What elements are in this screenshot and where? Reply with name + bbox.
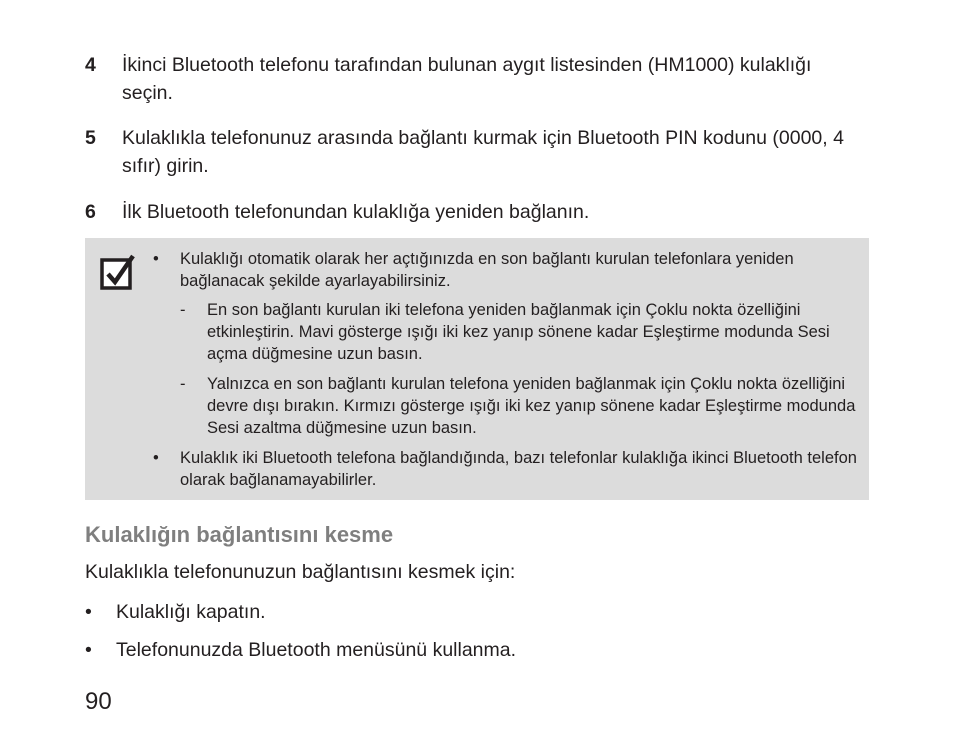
note-box — [85, 238, 869, 500]
section-intro: Kulaklıkla telefonunuzun bağlantısını kesmek için: — [85, 561, 516, 583]
section-title: Kulaklığın bağlantısını kesme — [85, 522, 394, 547]
bullet-dot: • — [85, 639, 92, 661]
note-bullet-text: Kulaklığı otomatik olarak her açtığınızda en son bağlantı kurulan telefonlara yeniden bağlanacak şekilde ayarlayabilirsiniz. — [180, 250, 794, 290]
dash-mark: - — [180, 301, 186, 319]
bullet-dot: • — [85, 601, 92, 623]
list-item — [85, 598, 266, 626]
page-number: 90 — [85, 688, 112, 715]
step-number: 4 — [85, 54, 96, 76]
step-text: Kulaklıkla telefonunuz arasında bağlantı kurmak için Bluetooth PIN kodunu (0000, 4 sıfır) girin. — [122, 127, 844, 177]
note-dash-text: En son bağlantı kurulan iki telefona yeniden bağlanmak için Çoklu nokta özelliğini etkinleştirin. Mavi gösterge ışığı iki kez yanıp sönene kadar Eşleştirme modunda Sesi açma düğmesine uzun basın. — [207, 301, 830, 363]
list-item-text: Kulaklığı kapatın. — [116, 601, 266, 623]
note-bullet-item — [153, 248, 860, 292]
list-item-text: Telefonunuzda Bluetooth menüsünü kullanma. — [116, 639, 517, 661]
note-dash-item — [180, 373, 857, 439]
step-6 — [85, 198, 845, 226]
checkbox-check-icon — [100, 254, 136, 290]
note-dash-text: Yalnızca en son bağlantı kurulan telefona yeniden bağlanmak için Çoklu nokta özelliğini devre dışı bırakın. Kırmızı gösterge ışığı iki kez yanıp sönene kadar Eşleştirme modunda Sesi azaltma düğmesine uzun basın. — [207, 375, 856, 437]
step-number: 5 — [85, 127, 96, 149]
note-dash-item — [180, 299, 857, 365]
step-text: İkinci Bluetooth telefonu tarafından bulunan aygıt listesinden (HM1000) kulaklığı seçin. — [122, 54, 812, 104]
bullet-dot: • — [153, 449, 159, 467]
step-text: İlk Bluetooth telefonundan kulaklığa yeniden bağlanın. — [122, 201, 590, 223]
bullet-dot: • — [153, 250, 159, 268]
dash-mark: - — [180, 375, 186, 393]
list-item — [85, 636, 516, 664]
note-bullet-item — [153, 447, 860, 491]
note-bullet-text: Kulaklık iki Bluetooth telefona bağlandığında, bazı telefonlar kulaklığa ikinci Bluetooth telefon olarak bağlanamayabilirler. — [180, 449, 857, 489]
step-number: 6 — [85, 201, 96, 223]
step-5 — [85, 124, 845, 180]
step-4 — [85, 51, 845, 107]
